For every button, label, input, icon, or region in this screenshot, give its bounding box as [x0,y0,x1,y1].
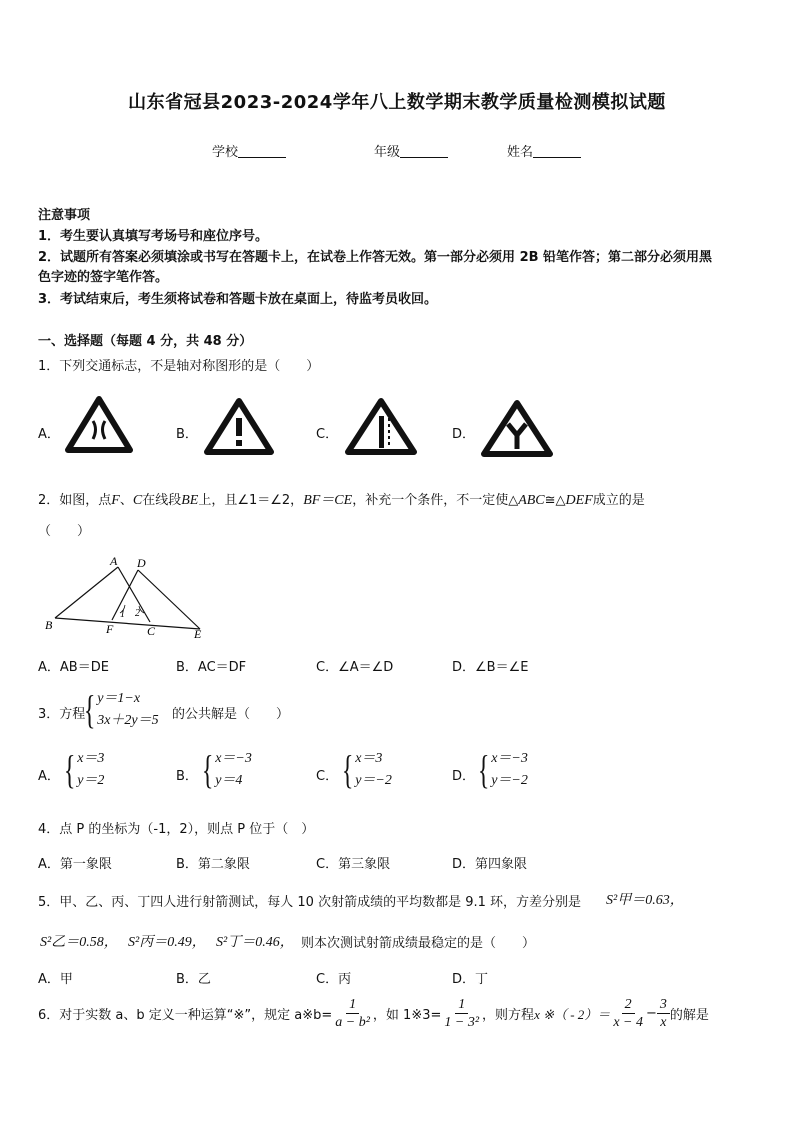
warning-sign-narrow-road-icon [64,394,134,454]
variance-bing: S²丙＝0.49， [128,935,206,950]
q5-option-c[interactable]: C．丙 [316,972,352,987]
question-2-answer-paren: （ ） [38,524,91,539]
q3-option-a[interactable]: { x＝3 y＝2 [63,747,105,792]
point-label: A [110,554,118,568]
variance-yi: S²乙＝0.58， [40,935,118,950]
warning-sign-y-junction-icon [480,398,554,458]
warning-sign-lane-icon [343,396,419,456]
q5-option-d[interactable]: D．丁 [452,972,489,987]
school-field [212,141,286,160]
q3-stem-prefix: 3．方程 [38,707,86,722]
point-label: B [45,618,53,632]
variance-jia: S²甲＝0.63， [606,893,684,908]
school-blank[interactable] [238,144,286,158]
q1-label-d: D． [452,427,476,442]
q3-label-c: C． [316,769,339,784]
point-label: C [147,624,156,638]
q2-option-a[interactable]: A．AB＝DE [38,660,109,675]
section-heading: 一、选择题（每题 4 分，共 48 分） [38,334,253,349]
question-1-stem: 1．下列交通标志，不是轴对称图形的是（ ） [38,359,320,374]
notice-item: 2．试题所有答案必须填涂或书写在答题卡上，在试卷上作答无效。第一部分必须用 2B 铅笔作答；第二部分必须用黑 [38,250,713,265]
point-label: D [137,556,146,570]
q1-label-b: B． [176,427,198,442]
q2-option-c[interactable]: C．∠A＝∠D [316,660,394,675]
q1-label-a: A． [38,427,60,442]
notice-item: 3．考试结束后，考生须将试卷和答题卡放在桌面上，待监考员收回。 [38,292,438,307]
question-2-stem: 2．如图，点F、C在线段BE上，且∠1＝∠2，BF＝CE，补充一个条件，不一定使△ABC≅△DEF成立的是 [38,493,645,508]
fraction: $\frac{2}{x - 4}$ [613,997,643,1030]
variance-ding: S²丁＝0.46， [216,935,294,950]
q3-label-d: D． [452,769,476,784]
page-title: 山东省冠县2023-2024学年八上数学期末教学质量检测模拟试题 [128,92,666,113]
question-5-stem-end: 则本次测试射箭成绩最稳定的是（ ） [301,936,536,951]
notice-item: 色字迹的签字笔作答。 [38,270,169,285]
q3-option-b[interactable]: { x＝−3 y＝4 [201,747,252,792]
notice-heading: 注意事项 [38,208,91,223]
q4-option-d[interactable]: D．第四象限 [452,857,528,872]
question-5-stem: 5．甲、乙、丙、丁四人进行射箭测试，每人 10 次射箭成绩的平均数都是 9.1 环，方差分别是 [38,895,582,910]
q4-option-a[interactable]: A．第一象限 [38,857,112,872]
triangle-figure [40,553,215,643]
q1-label-c: C． [316,427,339,442]
q3-option-d[interactable]: { x＝−3 y＝−2 [477,747,528,792]
warning-sign-exclamation-icon [203,396,275,456]
question-4-stem: 4．点 P 的坐标为（-1，2），则点 P 位于（ ） [38,822,315,837]
name-blank[interactable] [533,144,581,158]
fraction: $\frac{3}{x}$ [657,996,670,1031]
q3-stem-suffix: 的公共解是（ ） [172,707,290,722]
school-label: 学校 [212,145,239,160]
q3-option-c[interactable]: { x＝3 y＝−2 [341,747,392,792]
q2-option-d[interactable]: D．∠B＝∠E [452,660,529,675]
name-label: 姓名 [507,145,534,160]
grade-label: 年级 [374,145,401,160]
q4-option-b[interactable]: B．第二象限 [176,857,250,872]
q5-option-b[interactable]: B．乙 [176,972,211,987]
question-6-stem: 6．对于实数 a、b 定义一种运算“※”，规定 a※b= $\frac{1}{\text{a − b²}}$ ，如 1※3= $\frac{1}{\text{1 − 3²}}$ ，则方程 x ※（ - 2）＝ $\frac{2}{x - 4}$ − $\frac{3}{x}$ 的解是 [38,997,709,1030]
notice-item: 1．考生要认真填写考场号和座位序号。 [38,229,269,244]
grade-field [374,141,448,160]
point-label: F [106,622,114,636]
fraction: $\frac{1}{\text{a − b²}}$ [335,997,370,1030]
q2-option-b[interactable]: B．AC＝DF [176,660,247,675]
point-label: E [194,627,202,641]
fraction: $\frac{1}{\text{1 − 3²}}$ [444,997,480,1030]
q3-equation-system: { y＝1−x 3x＋2y＝5 [83,687,159,732]
name-field [507,141,581,160]
q3-label-a: A． [38,769,60,784]
q4-option-c[interactable]: C．第三象限 [316,857,391,872]
grade-blank[interactable] [400,144,448,158]
angle-label: 1 [120,609,125,620]
angle-label: 2 [135,608,140,619]
q5-option-a[interactable]: A．甲 [38,972,73,987]
q3-label-b: B． [176,769,198,784]
